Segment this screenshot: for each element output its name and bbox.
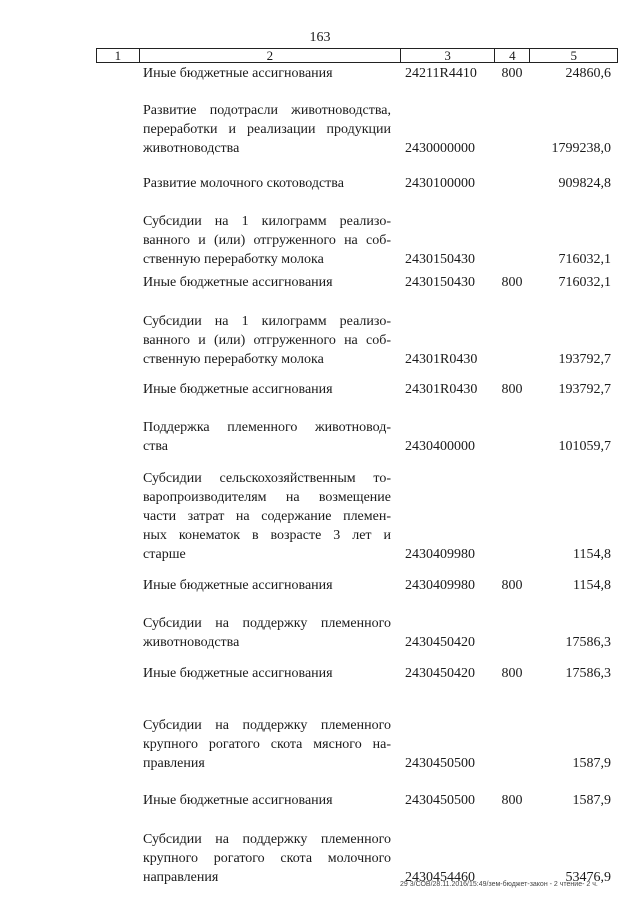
row-code: 2430450420 [405, 666, 475, 681]
table-row [0, 664, 640, 683]
row-code: 24301R0430 [405, 382, 478, 397]
description-line: ства [143, 439, 168, 454]
row-code: 2430450500 [405, 756, 475, 771]
table-row [0, 830, 640, 887]
row-description [143, 64, 391, 83]
description-line: ванного и (или) отгруженного на соб- [143, 333, 391, 348]
row-amount: 17586,3 [565, 635, 611, 650]
row-description [143, 716, 391, 773]
description-line: Иные бюджетные ассигнования [143, 66, 333, 81]
description-line: животноводства [143, 635, 240, 650]
row-amount: 101059,7 [558, 439, 611, 454]
row-amount: 17586,3 [565, 666, 611, 681]
row-expense-type: 800 [501, 666, 523, 681]
description-line: направления [143, 870, 219, 885]
table-row [0, 716, 640, 773]
description-line: правления [143, 756, 205, 771]
row-description [143, 576, 391, 595]
description-line: варопроизводителям на возмещение [143, 490, 391, 505]
description-line: Развитие молочного скотоводства [143, 176, 344, 191]
description-line: старше [143, 547, 186, 562]
row-code: 2430450500 [405, 793, 475, 808]
description-line: животноводства [143, 141, 240, 156]
description-line: Иные бюджетные ассигнования [143, 793, 333, 808]
table-row [0, 418, 640, 456]
row-amount: 1587,9 [572, 793, 611, 808]
row-amount: 1154,8 [573, 547, 611, 562]
row-expense-type: 800 [501, 382, 523, 397]
description-line: Субсидии на поддержку племенного [143, 832, 391, 847]
description-line: Субсидии сельскохозяйственным то- [143, 471, 391, 486]
row-expense-type: 800 [501, 275, 523, 290]
footer-stamp: 29 3/СОВ/28.11.2016/15:49/зем-бюджет-закон - 2 чтение- 2 ч. [400, 881, 598, 888]
table-row [0, 576, 640, 595]
row-code: 2430400000 [405, 439, 475, 454]
description-line: Субсидии на поддержку племенного [143, 718, 391, 733]
description-line: Субсидии на 1 килограмм реализо- [143, 214, 391, 229]
table-row [0, 273, 640, 292]
row-amount: 53476,9 [565, 870, 611, 885]
row-code: 2430100000 [405, 176, 475, 191]
description-line: Поддержка племенного животновод- [143, 420, 391, 435]
description-line: Субсидии на поддержку племенного [143, 616, 391, 631]
row-amount: 24860,6 [565, 66, 611, 81]
table-row [0, 791, 640, 810]
header-col-1: 1 [97, 49, 140, 62]
table-row [0, 64, 640, 83]
row-description [143, 830, 391, 887]
table-row [0, 312, 640, 369]
row-code: 24211R4410 [405, 66, 477, 81]
row-description [143, 312, 391, 369]
description-line: Иные бюджетные ассигнования [143, 666, 333, 681]
table-row [0, 101, 640, 158]
description-line: Развитие подотрасли животноводства, [143, 103, 391, 118]
row-code: 2430000000 [405, 141, 475, 156]
row-amount: 1587,9 [572, 756, 611, 771]
table-row [0, 380, 640, 399]
row-amount: 716032,1 [558, 275, 611, 290]
description-line: крупного рогатого скота молочного [143, 851, 391, 866]
table-header [96, 48, 618, 63]
row-amount: 1799238,0 [551, 141, 611, 156]
description-line: ственную переработку молока [143, 252, 324, 267]
description-line: ных конематок в возрасте 3 лет и [143, 528, 391, 543]
table-row [0, 212, 640, 269]
row-description [143, 101, 391, 158]
description-line: ственную переработку молока [143, 352, 324, 367]
row-description [143, 212, 391, 269]
description-line: Иные бюджетные ассигнования [143, 275, 333, 290]
description-line: Иные бюджетные ассигнования [143, 382, 333, 397]
row-description [143, 469, 391, 564]
description-line: ванного и (или) отгруженного на соб- [143, 233, 391, 248]
description-line: Иные бюджетные ассигнования [143, 578, 333, 593]
row-code: 2430409980 [405, 547, 475, 562]
row-amount: 909824,8 [558, 176, 611, 191]
description-line: Субсидии на 1 килограмм реализо- [143, 314, 391, 329]
row-amount: 1154,8 [573, 578, 611, 593]
table-row [0, 614, 640, 652]
header-col-4: 4 [495, 49, 530, 62]
page-number: 163 [309, 30, 331, 45]
row-description [143, 664, 391, 683]
table-row [0, 469, 640, 564]
description-line: крупного рогатого скота мясного на- [143, 737, 391, 752]
description-line: части затрат на содержание племен- [143, 509, 391, 524]
row-description [143, 791, 391, 810]
row-description [143, 380, 391, 399]
row-code: 2430150430 [405, 252, 475, 267]
description-line: переработки и реализации продукции [143, 122, 391, 137]
table-row [0, 174, 640, 193]
row-amount: 193792,7 [558, 382, 611, 397]
header-col-3: 3 [401, 49, 496, 62]
row-expense-type: 800 [501, 66, 523, 81]
row-code: 2430454460 [405, 870, 475, 885]
row-description [143, 418, 391, 456]
row-amount: 193792,7 [558, 352, 611, 367]
row-code: 2430409980 [405, 578, 475, 593]
row-code: 2430150430 [405, 275, 475, 290]
row-code: 2430450420 [405, 635, 475, 650]
row-amount: 716032,1 [558, 252, 611, 267]
header-col-2: 2 [140, 49, 401, 62]
header-col-5: 5 [570, 48, 577, 63]
row-description [143, 273, 391, 292]
row-expense-type: 800 [501, 578, 523, 593]
row-description [143, 174, 391, 193]
row-code: 24301R0430 [405, 352, 478, 367]
row-description [143, 614, 391, 652]
row-expense-type: 800 [501, 793, 523, 808]
